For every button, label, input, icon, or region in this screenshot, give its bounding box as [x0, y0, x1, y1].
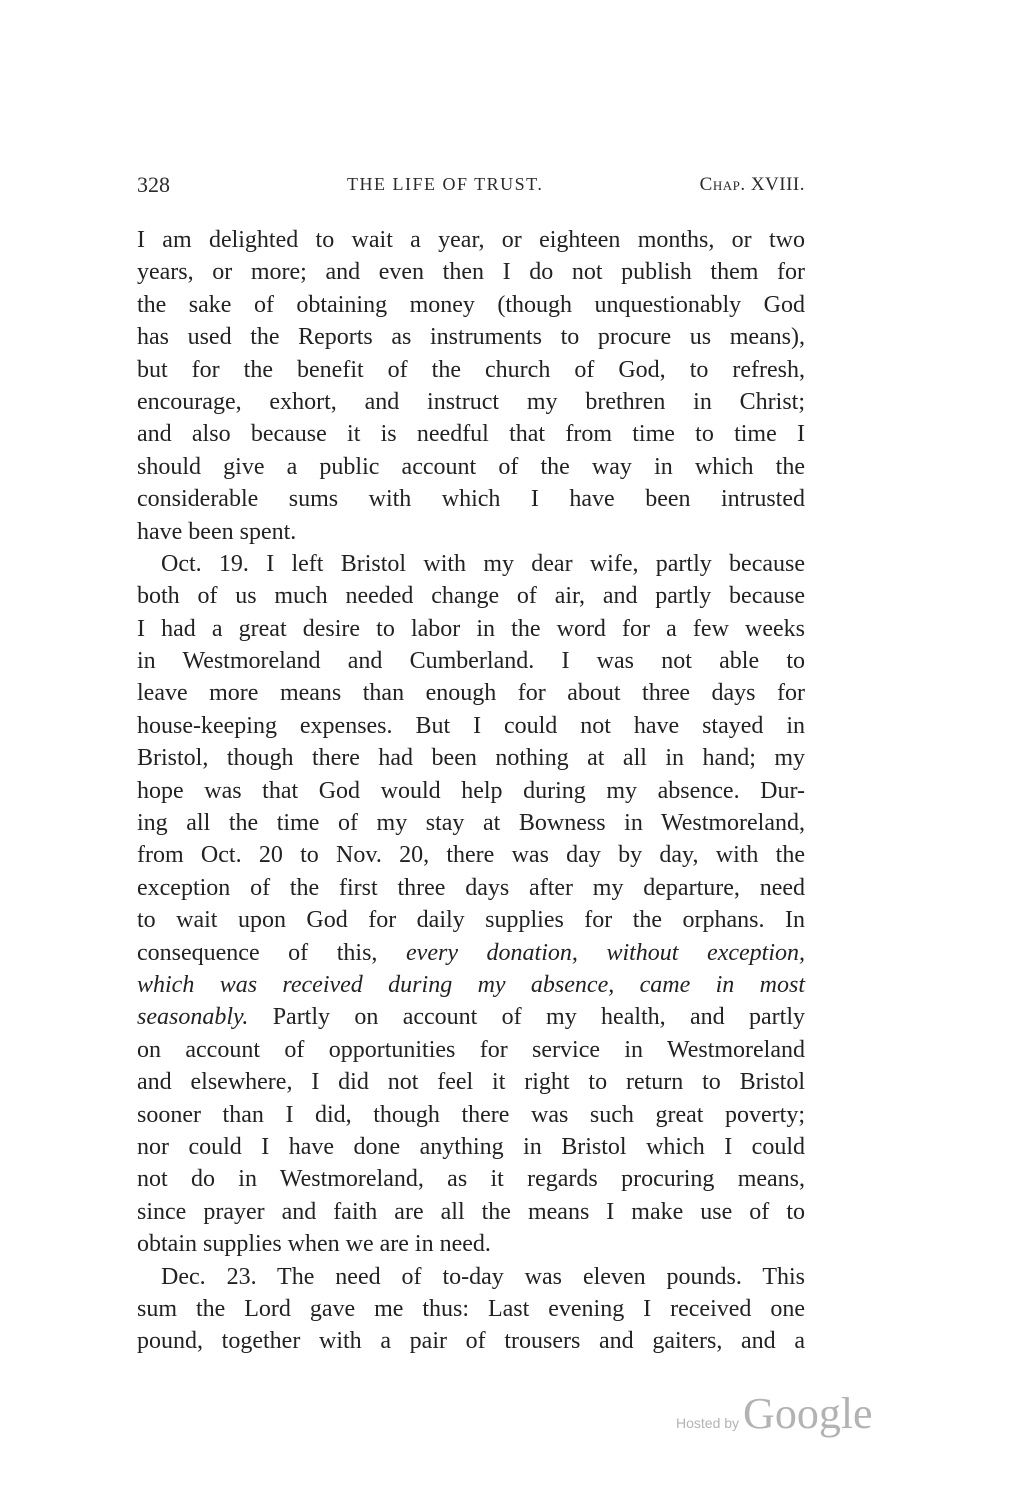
text-line: should give a public account of the way in which the: [137, 453, 805, 480]
text-line: [137, 969, 805, 1001]
text-line: on account of opportunities for service in Westmoreland: [137, 1036, 805, 1063]
chapter-label: Chap. XVIII.: [699, 174, 805, 195]
emphasis-text: which was received during my absence, came in most: [137, 971, 805, 998]
text-line: in Westmoreland and Cumberland. I was not able to: [137, 648, 805, 675]
text-segment: Partly on account of my health, and partly: [272, 1004, 806, 1031]
text-line: [137, 1001, 805, 1033]
text-line: have been spent.: [137, 518, 297, 545]
text-line: both of us much needed change of air, and partly because: [137, 583, 805, 610]
google-logo: Google: [743, 1389, 873, 1438]
text-line: nor could I have done anything in Bristol which I could: [137, 1133, 805, 1160]
text-line: hope was that God would help during my absence. Dur-: [137, 777, 805, 804]
body-text: [137, 224, 805, 1358]
page-number: 328: [137, 172, 170, 197]
emphasis-text: seasonably.: [137, 1004, 249, 1031]
text-line: I had a great desire to labor in the word for a few weeks: [137, 615, 805, 642]
text-line: the sake of obtaining money (though unquestionably God: [137, 291, 805, 318]
text-line: not do in Westmoreland, as it regards procuring means,: [137, 1166, 805, 1193]
text-line: has used the Reports as instruments to procure us means),: [137, 324, 805, 351]
text-line: sooner than I did, though there was such great poverty;: [137, 1101, 805, 1128]
text-segment: consequence of this,: [137, 939, 378, 966]
text-line: ing all the time of my stay at Bowness in Westmoreland,: [137, 810, 805, 837]
running-title: THE LIFE OF TRUST.: [347, 174, 544, 194]
hosted-by-google-watermark: [676, 1388, 873, 1448]
text-line: from Oct. 20 to Nov. 20, there was day by day, with the: [137, 842, 805, 869]
text-line: and elsewhere, I did not feel it right to return to Bristol: [137, 1069, 805, 1096]
text-line: [137, 937, 805, 969]
text-line: house-keeping expenses. But I could not have stayed in: [137, 712, 805, 739]
text-line: I am delighted to wait a year, or eighteen months, or two: [137, 227, 805, 253]
text-line: considerable sums with which I have been intrusted: [137, 486, 805, 513]
emphasis-text: every donation, without exception,: [406, 939, 805, 966]
running-header: [137, 172, 805, 202]
text-line: Dec. 23. The need of to-day was eleven pounds. This: [161, 1263, 805, 1290]
text-line: pound, together with a pair of trousers and gaiters, and a: [137, 1328, 805, 1355]
text-line: to wait upon God for daily supplies for the orphans. In: [137, 907, 805, 934]
text-line: Oct. 19. I left Bristol with my dear wife, partly because: [161, 550, 805, 577]
text-line: Bristol, though there had been nothing at all in hand; my: [137, 745, 805, 772]
hosted-by-text: Hosted by: [676, 1415, 740, 1431]
text-line: sum the Lord gave me thus: Last evening I received one: [137, 1295, 805, 1322]
text-line: exception of the first three days after my departure, need: [137, 874, 805, 901]
text-line: and also because it is needful that from time to time I: [137, 421, 805, 448]
text-line: since prayer and faith are all the means I make use of to: [137, 1198, 805, 1225]
text-line: encourage, exhort, and instruct my brethren in Christ;: [137, 388, 805, 415]
text-line: obtain supplies when we are in need.: [137, 1231, 491, 1258]
text-line: years, or more; and even then I do not publish them for: [137, 259, 805, 286]
text-line: but for the benefit of the church of God, to refresh,: [137, 356, 805, 383]
text-line: leave more means than enough for about three days for: [137, 680, 805, 707]
